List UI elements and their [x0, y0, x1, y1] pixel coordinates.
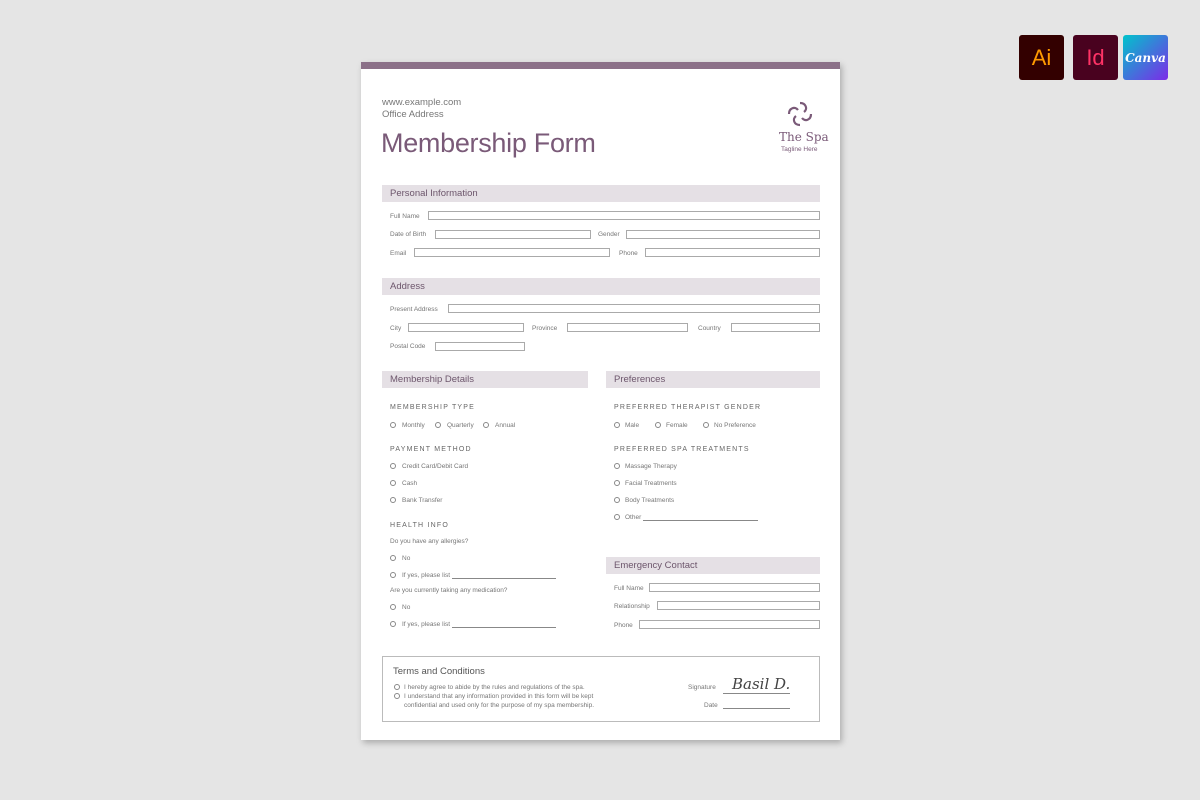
logo-name: The Spa — [779, 130, 829, 144]
terms-box — [382, 656, 820, 722]
canva-icon: Canva — [1123, 35, 1168, 80]
gender-label: Gender — [598, 231, 620, 238]
spa-treatments-caption: PREFERRED SPA TREATMENTS — [614, 446, 750, 453]
full-name-field[interactable] — [428, 211, 820, 220]
other-label: Other — [625, 514, 642, 521]
postal-code-label: Postal Code — [390, 343, 426, 350]
terms-heading: Terms and Conditions — [393, 666, 485, 677]
membership-type-caption: MEMBERSHIP TYPE — [390, 404, 476, 411]
radio-cash[interactable] — [390, 480, 396, 486]
medication-question: Are you currently taking any medication? — [390, 587, 508, 594]
radio-monthly[interactable] — [390, 422, 396, 428]
present-address-field[interactable] — [448, 304, 820, 313]
radio-allergy-yes[interactable] — [390, 572, 396, 578]
radio-no-preference[interactable] — [703, 422, 709, 428]
terms-line-2b: confidential and used only for the purpose of my spa membership. — [404, 702, 595, 709]
top-accent-bar — [361, 62, 840, 69]
dob-label: Date of Birth — [390, 231, 427, 238]
radio-allergy-no[interactable] — [390, 555, 396, 561]
emergency-full-name-label: Full Name — [614, 585, 644, 592]
section-address: Address — [382, 278, 820, 295]
spa-logo-icon — [786, 100, 814, 128]
province-field[interactable] — [567, 323, 688, 332]
monthly-label: Monthly — [402, 422, 425, 429]
emergency-phone-field[interactable] — [639, 620, 820, 629]
emergency-phone-label: Phone — [614, 622, 633, 629]
credit-card-label: Credit Card/Debit Card — [402, 463, 469, 470]
bank-transfer-label: Bank Transfer — [402, 497, 443, 504]
phone-label: Phone — [619, 250, 638, 257]
date-line[interactable] — [723, 708, 790, 709]
quarterly-label: Quarterly — [447, 422, 474, 429]
facial-label: Facial Treatments — [625, 480, 677, 487]
other-line[interactable] — [643, 520, 758, 521]
radio-facial[interactable] — [614, 480, 620, 486]
therapist-gender-caption: PREFERRED THERAPIST GENDER — [614, 404, 762, 411]
illustrator-icon: Ai — [1019, 35, 1064, 80]
body-label: Body Treatments — [625, 497, 675, 504]
full-name-label: Full Name — [390, 213, 420, 220]
terms-line-2a: I understand that any information provided in this form will be kept — [404, 693, 594, 700]
radio-female[interactable] — [655, 422, 661, 428]
dob-field[interactable] — [435, 230, 591, 239]
postal-code-field[interactable] — [435, 342, 525, 351]
radio-massage[interactable] — [614, 463, 620, 469]
section-membership-details: Membership Details — [382, 371, 588, 388]
relationship-field[interactable] — [657, 601, 820, 610]
health-info-caption: HEALTH INFO — [390, 522, 449, 529]
date-label: Date — [704, 702, 718, 709]
radio-body[interactable] — [614, 497, 620, 503]
female-label: Female — [666, 422, 688, 429]
emergency-full-name-field[interactable] — [649, 583, 820, 592]
allergy-question: Do you have any allergies? — [390, 538, 469, 545]
radio-male[interactable] — [614, 422, 620, 428]
gender-field[interactable] — [626, 230, 820, 239]
section-personal-info: Personal Information — [382, 185, 820, 202]
radio-other[interactable] — [614, 514, 620, 520]
annual-label: Annual — [495, 422, 516, 429]
phone-field[interactable] — [645, 248, 820, 257]
radio-terms-agree[interactable] — [394, 684, 400, 690]
signature-label: Signature — [688, 684, 716, 691]
radio-terms-confidential[interactable] — [394, 693, 400, 699]
relationship-label: Relationship — [614, 603, 650, 610]
medication-yes-label: If yes, please list — [402, 621, 451, 628]
radio-credit-card[interactable] — [390, 463, 396, 469]
allergy-list-line[interactable] — [452, 578, 556, 579]
male-label: Male — [625, 422, 640, 429]
indesign-icon: Id — [1073, 35, 1118, 80]
signature: Basil D. — [732, 675, 791, 693]
country-field[interactable] — [731, 323, 820, 332]
office-address-text: Office Address — [382, 109, 444, 120]
logo-tagline: Tagline Here — [781, 146, 818, 153]
payment-method-caption: PAYMENT METHOD — [390, 446, 472, 453]
email-field[interactable] — [414, 248, 610, 257]
signature-line[interactable] — [723, 693, 790, 694]
radio-annual[interactable] — [483, 422, 489, 428]
city-field[interactable] — [408, 323, 524, 332]
massage-label: Massage Therapy — [625, 463, 677, 470]
city-label: City — [390, 325, 402, 332]
radio-medication-yes[interactable] — [390, 621, 396, 627]
section-preferences: Preferences — [606, 371, 820, 388]
allergy-yes-label: If yes, please list — [402, 572, 451, 579]
radio-medication-no[interactable] — [390, 604, 396, 610]
radio-bank-transfer[interactable] — [390, 497, 396, 503]
medication-no-label: No — [402, 604, 411, 611]
email-label: Email — [390, 250, 407, 257]
form-sheet — [361, 62, 840, 740]
radio-quarterly[interactable] — [435, 422, 441, 428]
allergy-no-label: No — [402, 555, 411, 562]
terms-line-1: I hereby agree to abide by the rules and regulations of the spa. — [404, 684, 585, 691]
province-label: Province — [532, 325, 558, 332]
cash-label: Cash — [402, 480, 418, 487]
section-emergency-contact: Emergency Contact — [606, 557, 820, 574]
medication-list-line[interactable] — [452, 627, 556, 628]
country-label: Country — [698, 325, 721, 332]
present-address-label: Present Address — [390, 306, 438, 313]
page-title: Membership Form — [381, 128, 596, 158]
website-text: www.example.com — [382, 97, 462, 108]
no-preference-label: No Preference — [714, 422, 756, 429]
